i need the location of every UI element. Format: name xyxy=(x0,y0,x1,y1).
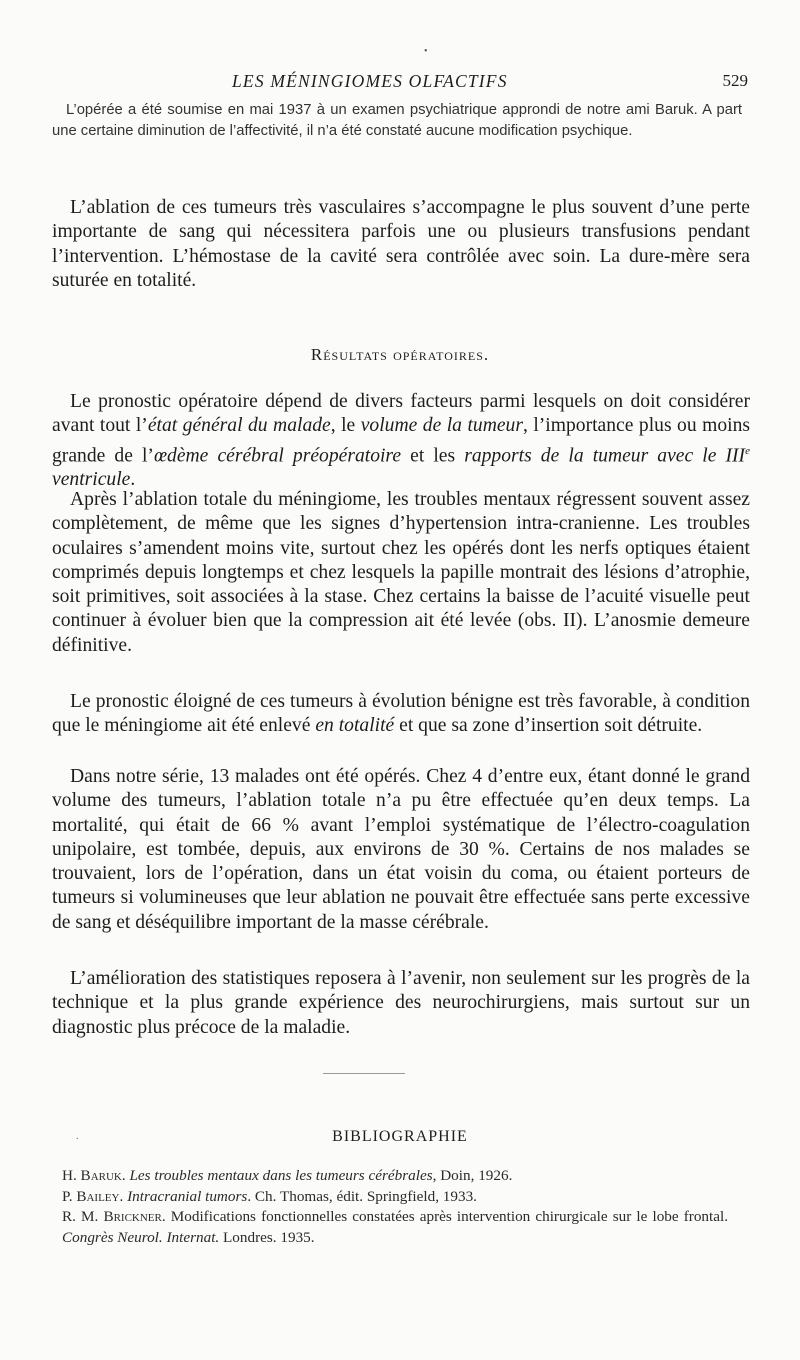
bibliography-entry xyxy=(62,1187,728,1208)
bibliography-entry xyxy=(62,1207,728,1248)
paragraph-amelioration: L’amélioration des statistiques reposera à l’avenir, non seulement sur les progrès de la technique et la plus grande expérience des neurochirurgiens, mais surtout sur un diagnostic plus précoce de la maladie. xyxy=(52,968,750,1038)
emphasis-run: ventricule xyxy=(52,469,131,491)
emphasis-run: état général du malade xyxy=(147,415,331,437)
entry-author: H. Baruk. xyxy=(62,1167,126,1184)
bibliography-entry xyxy=(62,1166,728,1187)
superscript: e xyxy=(745,444,750,457)
text-run: . xyxy=(130,469,136,491)
section-divider xyxy=(323,1073,405,1074)
entry-details: , Doin, 1926. xyxy=(432,1167,513,1184)
text-run: et les xyxy=(401,445,465,467)
paragraph-eloigne xyxy=(52,690,750,739)
entry-author: R. M. Brickner. xyxy=(62,1208,166,1226)
text-run: et que sa zone d’insertion soit détruite. xyxy=(394,715,703,737)
emphasis-run: rapports de la tumeur avec le III xyxy=(464,445,746,467)
entry-title: Les troubles mentaux dans les tumeurs cérébrales xyxy=(129,1167,433,1184)
entry-details: . Ch. Thomas, édit. Springfield, 1933. xyxy=(247,1187,477,1205)
bibliography-list xyxy=(62,1166,728,1248)
paragraph-pronostic xyxy=(52,390,750,493)
paragraph-apres: Après l’ablation totale du méningiome, les troubles mentaux régressent souvent assez complètement, de même que les signes d’hypertension intra-cranienne. Les troubles oculaires s’amendent moins vite, surtout chez les opérés dont les nerfs optiques étaient comprimés depuis longtemps et chez lesquels la papille montrait des lésions d’atrophie, soit primitives, soit associées à la stase. Chez certains la baisse de l’acuité visuelle peut continuer à évoluer bien que la compression ait été levée (obs. II). L’anosmie demeure définitive. xyxy=(52,489,750,656)
entry-author: P. Bailey. xyxy=(62,1187,124,1205)
running-head-title: LES MÉNINGIOMES OLFACTIFS xyxy=(232,71,508,91)
paragraph-serie: Dans notre série, 13 malades ont été opérés. Chez 4 d’entre eux, étant donné le grand volume des tumeurs, l’ablation totale n’a pu être effectuée qu’en deux temps. La mortalité, qui était de 66 % avant l’emploi systématique de l’électro-coagulation unipolaire, est tombée, depuis, aux environs de 30 %. Certains de nos malades se trouvaient, lors de l’opération, dans un état voisin du coma, ou étaient porteurs de tumeurs si volumineuses que leur ablation ne pouvait être effectuée sans perte excessive de sang et déséquilibre important de la masse cérébrale. xyxy=(52,766,750,933)
page-number: 529 xyxy=(722,71,748,90)
section-heading-initial: R xyxy=(310,345,324,364)
printing-mark: . xyxy=(76,1131,79,1142)
section-heading xyxy=(0,345,800,365)
entry-title: Congrès Neurol. Internat. xyxy=(62,1228,220,1246)
printing-mark: • xyxy=(424,46,428,57)
bibliography-heading: BIBLIOGRAPHIE xyxy=(332,1128,468,1145)
entry-details: Londres. 1935. xyxy=(219,1228,315,1246)
emphasis-run: en totalité xyxy=(315,715,395,737)
section-heading-rest: ésultats opératoires. xyxy=(323,345,490,364)
note-paragraph: L’opérée a été soumise en mai 1937 à un examen psychiatrique approndi de notre ami Baruk. A part une certaine diminution de l’affectivité, il n’a été constaté aucune modification psychique. xyxy=(52,102,742,139)
entry-title: Intracranial tumors xyxy=(127,1187,248,1205)
text-run: , l’importance plus ou moins grande de l’ xyxy=(52,415,750,467)
emphasis-run: volume de la tumeur xyxy=(360,415,523,437)
text-run: Le pronostic opératoire dépend de divers facteurs parmi lesquels on doit considérer avant tout l’ xyxy=(52,391,750,437)
emphasis-run: œdème cérébral préopératoire xyxy=(153,445,402,467)
paragraph-ablation: L’ablation de ces tumeurs très vasculaires s’accompagne le plus souvent d’une perte importante de sang qui nécessitera parfois une ou plusieurs transfusions pendant l’intervention. L’hémostase de la cavité sera contrôlée avec soin. La dure-mère sera suturée en totalité. xyxy=(52,197,750,291)
running-head xyxy=(52,71,748,95)
text-run: Le pronostic éloigné de ces tumeurs à évolution bénigne est très favorable, à condition que le méningiome ait été enlevé xyxy=(52,691,750,737)
text-run: , le xyxy=(330,415,361,437)
entry-details: Modifications fonctionnelles constatées après intervention chirurgicale sur le lobe frontal. xyxy=(165,1208,729,1226)
